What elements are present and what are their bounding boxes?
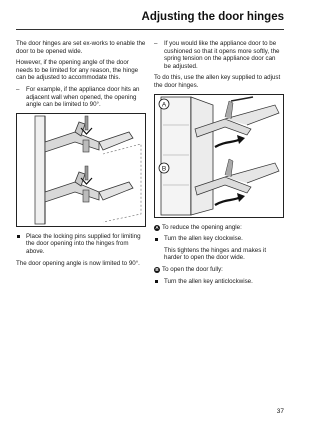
allen-key-paragraph: To do this, use the allen key supplied to adjust the door hinges. [154,74,281,89]
label-a-badge: A [155,225,159,231]
page-header [0,0,300,34]
locking-pin-instruction [16,233,146,256]
open-fully-text: To open the door fully: [162,265,223,273]
hinge-locking-pin-illustration [16,113,146,227]
bullet-square [17,235,20,238]
closing-paragraph: The door opening angle is now limited to 90°. [16,259,140,267]
locking-pin-text: Place the locking pins supplied for limiting the door opening into the hinges from above. [26,232,141,255]
reduce-angle-text: To reduce the opening angle: [162,223,242,231]
figure-label-a: A [161,100,167,108]
reduce-angle-heading [154,224,284,232]
wall-example-item: – For example, if the appliance door hits an adjacent wall when opened, the opening angle can be limited to 90°. [16,86,146,109]
bullet-square [155,280,158,283]
cushion-item: – If you would like the appliance door to be cushioned so that it opens more softly, the spring tension on the appliance door can be adjusted. [154,40,284,70]
page-title: Adjusting the door hinges [141,11,284,23]
page-number: 37 [276,408,284,415]
figure-label-b: B [161,164,167,172]
header-divider [16,29,284,30]
label-b-badge: B [155,267,159,273]
limit-paragraph: However, if the opening angle of the door needs to be limited for any reason, the hinge can be adjusted to accommodate this. [16,59,139,82]
bullet-square [155,238,158,241]
clockwise-text: Turn the allen key clockwise. [164,235,243,243]
left-column [16,40,146,271]
intro-paragraph: The door hinges are set ex-works to enable the door to be opened wide. [16,40,146,55]
open-fully-heading [154,266,284,274]
anticlockwise-instruction [154,278,284,286]
allen-key-adjustment-illustration [154,94,284,218]
anticlockwise-text: Turn the allen key anticlockwise. [164,277,253,285]
clockwise-instruction [154,235,284,243]
right-column [154,40,284,289]
tighten-note: This tightens the hinges and makes it harder to open the door wide. [164,246,267,262]
